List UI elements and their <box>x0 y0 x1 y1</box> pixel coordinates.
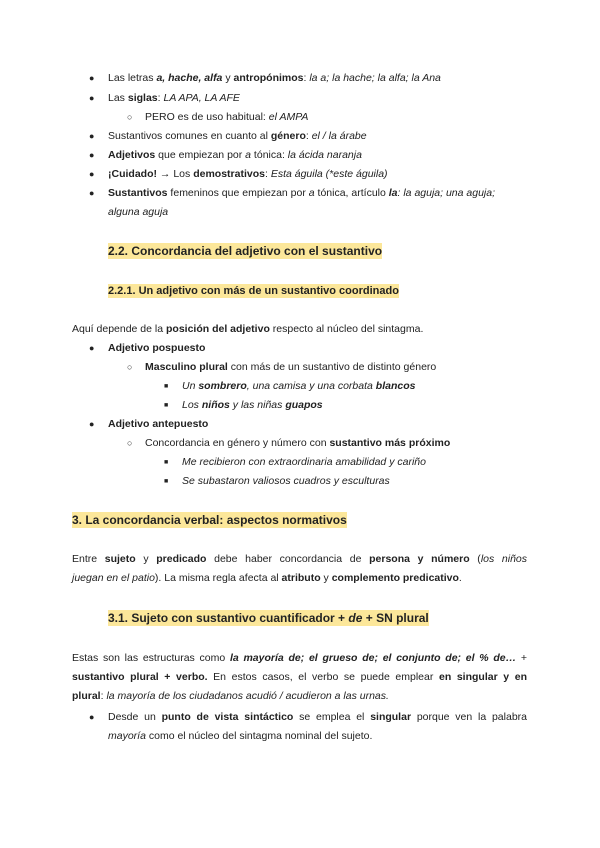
example-item: Los niños y las niñas guapos <box>182 399 323 411</box>
bullet-circle: ○ <box>127 112 133 122</box>
list-item-continuation: mayoría como el núcleo del sintagma nominal del sujeto. <box>108 730 373 742</box>
section-heading: 3. La concordancia verbal: aspectos normativos <box>72 513 347 527</box>
paragraph-line: Entre sujeto y predicado debe haber concordancia de persona y número (los niños <box>72 553 527 565</box>
bullet-disc: ● <box>89 150 95 160</box>
list-item: Adjetivo pospuesto <box>108 342 206 354</box>
bullet-disc: ● <box>89 712 95 722</box>
bullet-disc: ● <box>89 343 95 353</box>
list-item: ¡Cuidado! → Los demostrativos: Esta águila (*este águila) <box>108 168 388 180</box>
section-heading: 2.2. Concordancia del adjetivo con el sustantivo <box>108 244 383 258</box>
list-subitem: Concordancia en género y número con sustantivo más próximo <box>145 437 451 449</box>
paragraph-line: sustantivo plural + verbo. En estos casos, el verbo se puede emplear en singular y en <box>72 671 527 683</box>
bullet-disc: ● <box>89 73 95 83</box>
list-subitem: Masculino plural con más de un sustantivo de distinto género <box>145 361 437 373</box>
paragraph-line: Estas son las estructuras como la mayoría de; el grueso de; el conjunto de; el % de… + <box>72 652 528 664</box>
subsection-heading: 3.1. Sujeto con sustantivo cuantificador + de + SN plural <box>108 611 429 625</box>
example-item: Me recibieron con extraordinaria amabilidad y cariño <box>182 456 426 468</box>
bullet-disc: ● <box>89 419 95 429</box>
bullet-square: ■ <box>164 478 169 485</box>
list-item: Desde un punto de vista sintáctico se emplea el singular porque ven la palabra <box>108 711 527 723</box>
paragraph: Aquí depende de la posición del adjetivo respecto al núcleo del sintagma. <box>72 323 424 335</box>
bullet-disc: ● <box>89 169 95 179</box>
bullet-circle: ○ <box>127 362 133 372</box>
list-item: Sustantivos comunes en cuanto al género: el / la árabe <box>108 130 367 142</box>
paragraph-line: plural: la mayoría de los ciudadanos acudió / acudieron a las urnas. <box>72 690 389 702</box>
list-subitem: PERO es de uso habitual: el AMPA <box>145 111 309 123</box>
bullet-square: ■ <box>164 459 169 466</box>
list-item-continuation: alguna aguja <box>108 206 169 218</box>
list-item: Sustantivos femeninos que empiezan por a tónica, artículo la: la aguja; una aguja; <box>108 187 496 199</box>
bullet-square: ■ <box>164 383 169 390</box>
list-item: Adjetivos que empiezan por a tónica: la ácida naranja <box>108 149 362 161</box>
bullet-disc: ● <box>89 131 95 141</box>
example-item: Un sombrero, una camisa y una corbata blancos <box>182 380 416 392</box>
paragraph-line: juegan en el patio). La misma regla afecta al atributo y complemento predicativo. <box>72 572 462 584</box>
subsection-heading: 2.2.1. Un adjetivo con más de un sustantivo coordinado <box>108 285 399 297</box>
bullet-disc: ● <box>89 93 95 103</box>
list-item: Las letras a, hache, alfa y antropónimos: la a; la hache; la alfa; la Ana <box>108 72 441 84</box>
bullet-circle: ○ <box>127 438 133 448</box>
list-item: Adjetivo antepuesto <box>108 418 209 430</box>
bullet-square: ■ <box>164 402 169 409</box>
example-item: Se subastaron valiosos cuadros y esculturas <box>182 475 390 487</box>
bullet-disc: ● <box>89 188 95 198</box>
list-item: Las siglas: LA APA, LA AFE <box>108 92 240 104</box>
